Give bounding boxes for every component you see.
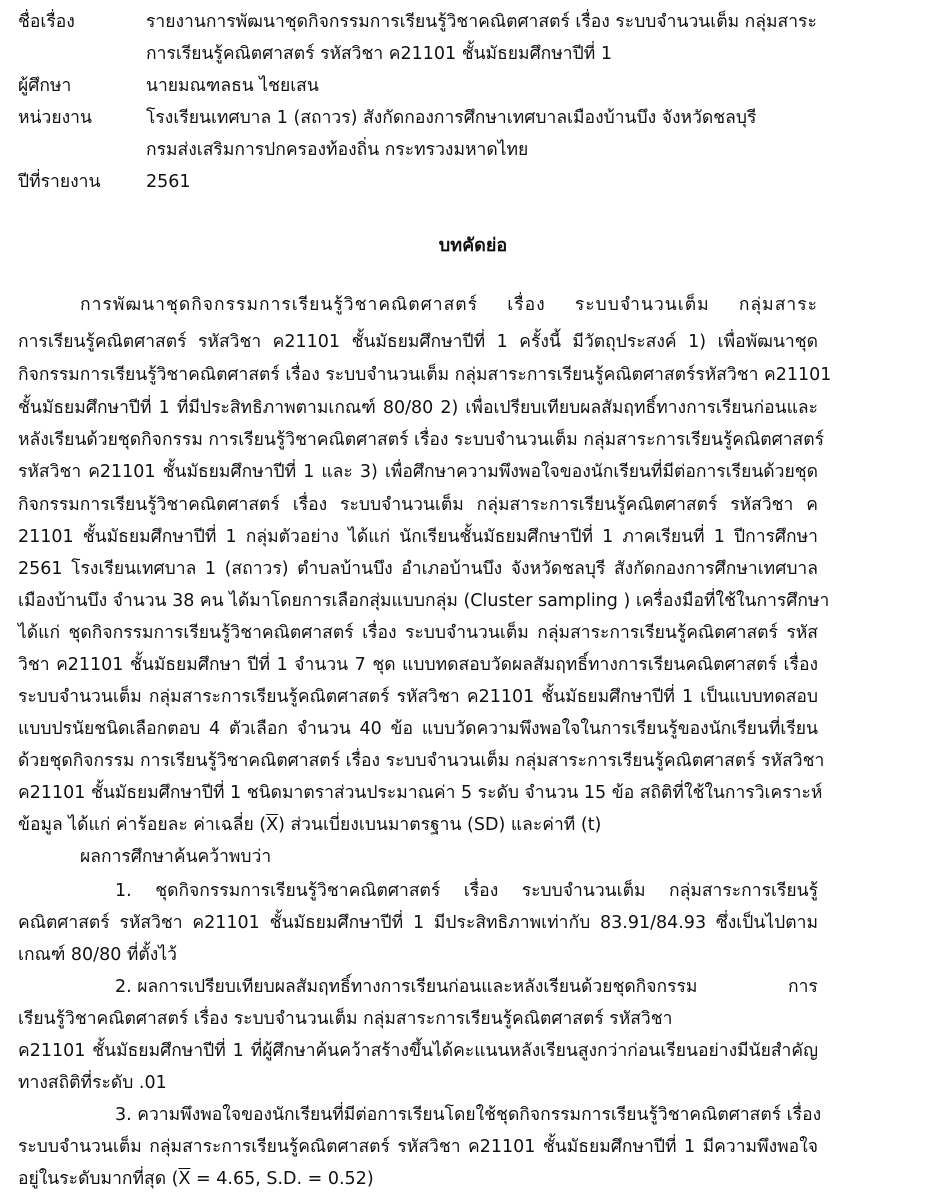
result-2-line: เรียนรู้วิชาคณิตศาสตร์ เรื่อง ระบบจำนวนเต็ม กลุ่มสาระการเรียนรู้คณิตศาสตร์ รหัสวิชา [18,1009,673,1029]
abstract-line: รหัสวิชา ค21101 ชั้นมัธยมศึกษาปีที่ 1 และ 3) เพื่อศึกษาความพึงพอใจของนักเรียนที่มีต่อการเรียนด้วยชุด [18,462,818,482]
author-value [146,70,926,102]
result-2-line: 2. ผลการเปรียบเทียบผลสัมฤทธิ์ทางการเรียนก่อนและหลังเรียนด้วยชุดกิจกรรม [115,977,698,997]
stats-suffix: ) ส่วนเบี่ยงเบนมาตรฐาน (SD) และค่าที (t) [278,815,602,835]
abstract-line: ชั้นมัธยมศึกษาปีที่ 1 ที่มีประสิทธิภาพตามเกณฑ์ 80/80 2) เพื่อเปรียบเทียบผลสัมฤทธิ์ทางการเรียนก่อนและ [18,398,818,418]
author-name: นายมณฑลธน ไชยเสน [146,76,319,96]
abstract-line: 21101 ชั้นมัธยมศึกษาปีที่ 1 กลุ่มตัวอย่าง ได้แก่ นักเรียนชั้นมัธยมศึกษาปีที่ 1 ภาคเรียนที่ 1 ปีการศึกษา [18,527,818,547]
result-2-line-tail: การ [788,977,818,997]
result-3-line [18,1164,818,1194]
org-line: กรมส่งเสริมการปกครองท้องถิ่น กระทรวงมหาดไทย [146,140,529,160]
result-2-line: ทางสถิติที่ระดับ .01 [18,1073,167,1093]
author-label: ผู้ศึกษา [18,76,72,96]
title-line: การเรียนรู้คณิตศาสตร์ รหัสวิชา ค21101 ชั้นมัธยมศึกษาปีที่ 1 [146,44,612,64]
title-line: รายงานการพัฒนาชุดกิจกรรมการเรียนรู้วิชาคณิตศาสตร์ เรื่อง ระบบจำนวนเต็ม กลุ่มสาระ [146,12,817,32]
abstract-heading: บทคัดย่อ [438,235,508,256]
mean-symbol: $\overline{X}$ [266,815,279,835]
org-value [146,102,926,166]
abstract-line: ระบบจำนวนเต็ม กลุ่มสาระการเรียนรู้คณิตศาสตร์ รหัสวิชา ค21101 ชั้นมัธยมศึกษาปีที่ 1 เป็นแบบทดสอบ [18,687,818,707]
result-3-line: ระบบจำนวนเต็ม กลุ่มสาระการเรียนรู้คณิตศาสตร์ รหัสวิชา ค21101 ชั้นมัธยมศึกษาปีที่ 1 มีความพึงพอใจ [18,1137,818,1157]
result-1-line: 1. ชุดกิจกรรมการเรียนรู้วิชาคณิตศาสตร์ เรื่อง ระบบจำนวนเต็ม กลุ่มสาระการเรียนรู้ [115,881,818,901]
mean-symbol: $\overline{X}$ [178,1169,191,1189]
abstract-stats-line [18,810,818,840]
abstract-line: กิจกรรมการเรียนรู้วิชาคณิตศาสตร์ เรื่อง ระบบจำนวนเต็ม กลุ่มสาระการเรียนรู้คณิตศาสตร์รหัสวิชา ค21101 [18,365,832,385]
report-year: 2561 [146,172,191,192]
result-1-line: เกณฑ์ 80/80 ที่ตั้งไว้ [18,945,177,965]
year-value [146,166,926,198]
abstract-line: ค21101 ชั้นมัธยมศึกษาปีที่ 1 ชนิดมาตราส่วนประมาณค่า 5 ระดับ จำนวน 15 ข้อ สถิติที่ใช้ในการวิเคราะห์ [18,783,823,803]
title-value [146,6,926,70]
abstract-line: 2561 โรงเรียนเทศบาล 1 (สถาวร) ตำบลบ้านบึง อำเภอบ้านบึง จังหวัดชลบุรี สังกัดกองการศึกษาเทศบาล [18,559,818,579]
abstract-line: กิจกรรมการเรียนรู้วิชาคณิตศาสตร์ เรื่อง ระบบจำนวนเต็ม กลุ่มสาระการเรียนรู้คณิตศาสตร์ รหัสวิชา ค [18,495,818,515]
result-2-line: ค21101 ชั้นมัธยมศึกษาปีที่ 1 ที่ผู้ศึกษาค้นคว้าสร้างขึ้นได้คะแนนหลังเรียนสูงกว่าก่อนเรียนอย่างมีนัยสำคัญ [18,1041,818,1061]
abstract-line: แบบปรนัยชนิดเลือกตอบ 4 ตัวเลือก จำนวน 40 ข้อ แบบวัดความพึงพอใจในการเรียนรู้ของนักเรียนที่เรียน [18,719,818,739]
title-label: ชื่อเรื่อง [18,12,75,32]
org-label: หน่วยงาน [18,108,92,128]
abstract-line: วิชา ค21101 ชั้นมัธยมศึกษา ปีที่ 1 จำนวน 7 ชุด แบบทดสอบวัดผลสัมฤทธิ์ทางการเรียนคณิตศาสตร์ เรื่อง [18,655,818,675]
result-3-line: 3. ความพึงพอใจของนักเรียนที่มีต่อการเรียนโดยใช้ชุดกิจกรรมการเรียนรู้วิชาคณิตศาสตร์ เรื่อง [115,1105,822,1125]
abstract-line: การพัฒนาชุดกิจกรรมการเรียนรู้วิชาคณิตศาสตร์ เรื่อง ระบบจำนวนเต็ม กลุ่มสาระ [80,295,818,315]
abstract-line: หลังเรียนด้วยชุดกิจกรรม การเรียนรู้วิชาคณิตศาสตร์ เรื่อง ระบบจำนวนเต็ม กลุ่มสาระการเรียนรู้คณิตศาสตร์ [18,430,824,450]
year-label: ปีที่รายงาน [18,172,101,192]
abstract-line: ด้วยชุดกิจกรรม การเรียนรู้วิชาคณิตศาสตร์ เรื่อง ระบบจำนวนเต็ม กลุ่มสาระการเรียนรู้คณิตศาสตร์ รหัสวิชา [18,751,825,771]
results-intro: ผลการศึกษาค้นคว้าพบว่า [80,847,272,867]
result-3-prefix: อยู่ในระดับมากที่สุด ( [18,1169,179,1189]
result-1-line: คณิตศาสตร์ รหัสวิชา ค21101 ชั้นมัธยมศึกษาปีที่ 1 มีประสิทธิภาพเท่ากับ 83.91/84.93 ซึ่งเป็นไปตาม [18,913,818,933]
abstract-line: การเรียนรู้คณิตศาสตร์ รหัสวิชา ค21101 ชั้นมัธยมศึกษาปีที่ 1 ครั้งนี้ มีวัตถุประสงค์ 1) เพื่อพัฒนาชุด [18,332,818,352]
abstract-line: ได้แก่ ชุดกิจกรรมการเรียนรู้วิชาคณิตศาสตร์ เรื่อง ระบบจำนวนเต็ม กลุ่มสาระการเรียนรู้คณิตศาสตร์ รหัส [18,623,818,643]
org-line: โรงเรียนเทศบาล 1 (สถาวร) สังกัดกองการศึกษาเทศบาลเมืองบ้านบึง จังหวัดชลบุรี [146,108,757,128]
stats-prefix: ข้อมูล ได้แก่ ค่าร้อยละ ค่าเฉลี่ย ( [18,815,267,835]
result-3-suffix: = 4.65, S.D. = 0.52) [190,1169,374,1189]
abstract-line: เมืองบ้านบึง จำนวน 38 คน ได้มาโดยการเลือกสุ่มแบบกลุ่ม (Cluster sampling ) เครื่องมือที่ใช้ในการศึกษา [18,591,830,611]
